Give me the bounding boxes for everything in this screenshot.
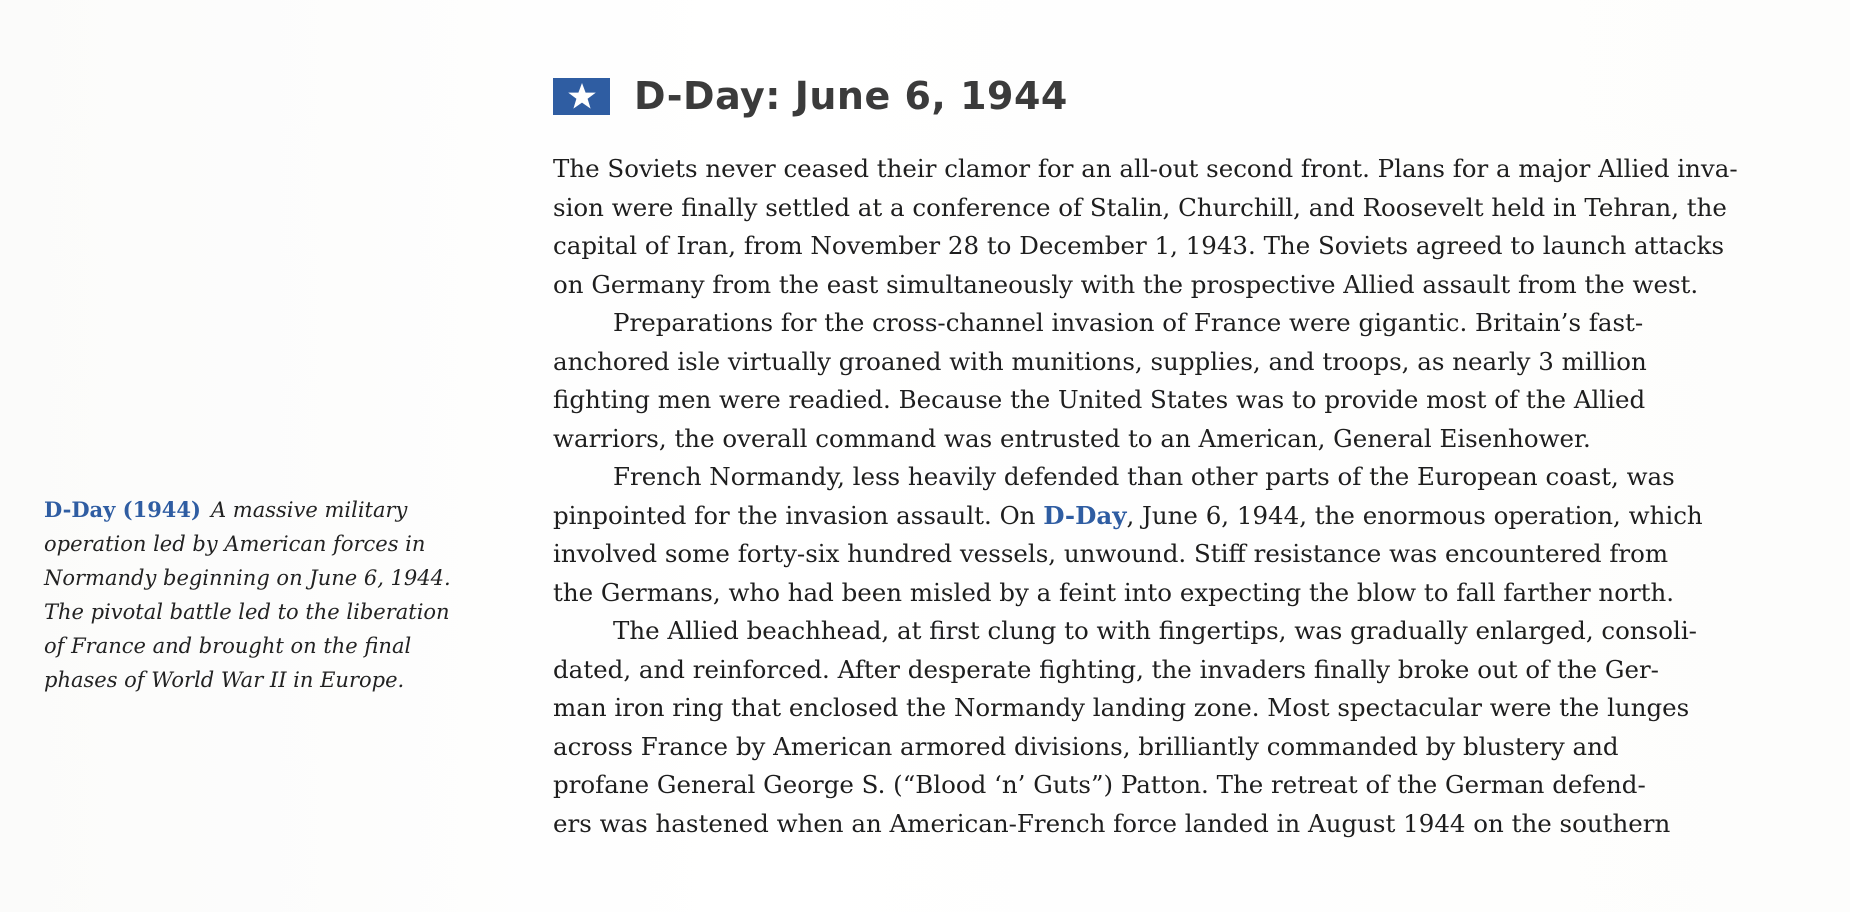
glossary-line [44, 493, 484, 527]
text-line: fighting men were readied. Because the United States was to provide most of the Allied [553, 385, 1646, 414]
body-text [553, 150, 1771, 843]
text-line: capital of Iran, from November 28 to December 1, 1943. The Soviets agreed to launch attacks [553, 231, 1725, 260]
text-line: sion were finally settled at a conference of Stalin, Churchill, and Roosevelt held in Tehran, the [553, 192, 1727, 222]
glossary-line: Normandy beginning on June 6, 1944. [44, 566, 451, 590]
glossary-term: D-Day (1944) [44, 497, 201, 522]
text-line: profane General George S. (“Blood ‘n’ Guts”) Patton. The retreat of the German defend- [553, 770, 1646, 799]
text-line: French Normandy, less heavily defended than other parts of the European coast, was [613, 462, 1675, 491]
text-line: dated, and reinforced. After desperate fighting, the invaders finally broke out of the Ger- [553, 654, 1659, 684]
glossary-definition: A massive military [210, 498, 408, 522]
glossary-line: of France and brought on the final [44, 634, 412, 658]
text-line: Preparations for the cross-channel invasion of France were gigantic. Britain’s fast- [613, 308, 1644, 337]
text-line: anchored isle virtually groaned with munitions, supplies, and troops, as nearly 3 million [553, 346, 1647, 376]
text-fragment: , June 6, 1944, the enormous operation, which [1126, 500, 1703, 530]
keyword-d-day: D-Day [1043, 500, 1127, 530]
text-line: the Germans, who had been misled by a feint into expecting the blow to fall farther north. [553, 577, 1675, 607]
text-line: on Germany from the east simultaneously with the prospective Allied assault from the west. [553, 269, 1699, 299]
section-title: D-Day: June 6, 1944 [634, 74, 1068, 118]
text-line: man iron ring that enclosed the Normandy landing zone. Most spectacular were the lunges [553, 693, 1690, 722]
section-heading [553, 70, 1068, 122]
star-icon [553, 78, 610, 115]
glossary-sidebar [44, 493, 484, 697]
glossary-line: The pivotal battle led to the liberation [44, 600, 450, 624]
glossary-line: phases of World War II in Europe. [44, 668, 405, 692]
text-line: The Allied beachhead, at first clung to with fingertips, was gradually enlarged, consoli- [613, 616, 1697, 645]
text-line: involved some forty-six hundred vessels, unwound. Stiff resistance was encountered from [553, 539, 1669, 568]
text-line: The Soviets never ceased their clamor for an all-out second front. Plans for a major Allied inva- [553, 154, 1738, 183]
text-line-with-keyword [553, 497, 1771, 536]
text-line: ers was hastened when an American-French force landed in August 1944 on the southern [553, 808, 1671, 838]
glossary-line: operation led by American forces in [44, 532, 426, 556]
text-fragment: pinpointed for the invasion assault. On [553, 500, 1044, 530]
text-line: warriors, the overall command was entrusted to an American, General Eisenhower. [553, 423, 1591, 453]
text-line: across France by American armored divisions, brilliantly commanded by blustery and [553, 731, 1619, 761]
